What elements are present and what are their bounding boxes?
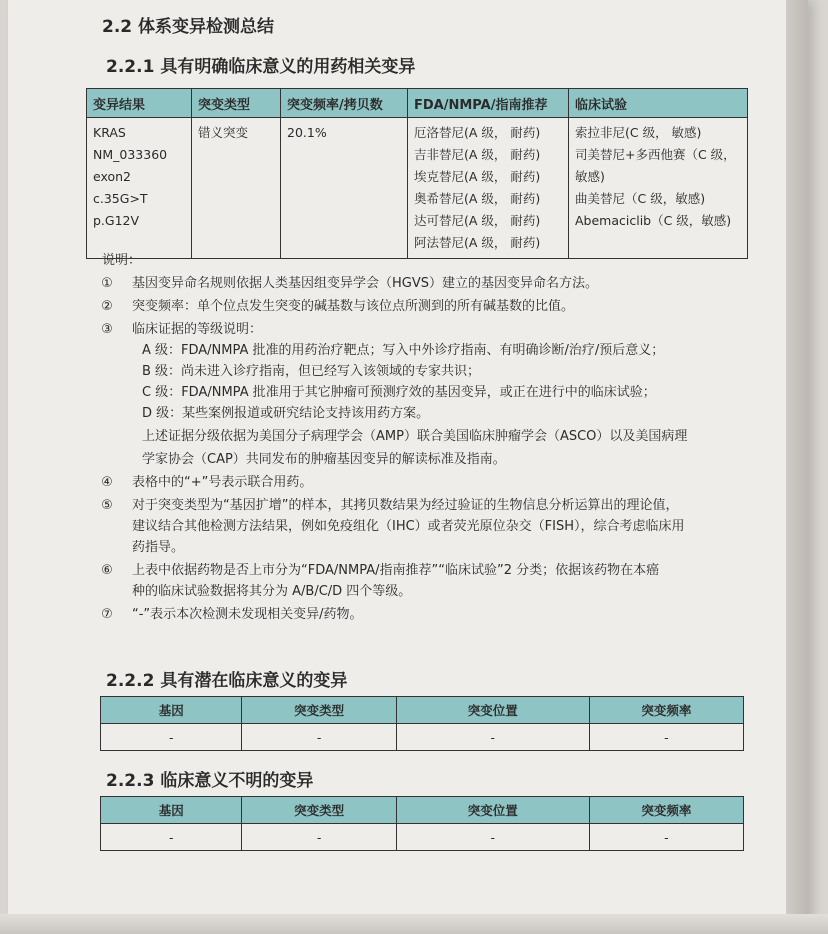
variant-exon: exon2 — [93, 169, 132, 184]
table-row — [101, 724, 744, 751]
col-header-gene: 基因 — [101, 797, 242, 824]
table-cell: - — [589, 724, 743, 751]
table-cell: - — [396, 724, 589, 751]
trial-drug: 曲美替尼（C 级，敏感) — [575, 191, 706, 206]
note-number: ③ — [101, 322, 113, 337]
fda-drug: 奥希替尼(A 级， 耐药) — [414, 191, 541, 206]
trial-drug: Abemaciclib（C 级，敏感) — [575, 213, 732, 228]
frequency-cell: 20.1% — [281, 118, 408, 259]
col-header-frequency: 突变频率/拷贝数 — [281, 89, 408, 118]
table-header-row — [87, 89, 748, 118]
col-header-type: 突变类型 — [192, 89, 281, 118]
table-row — [87, 118, 748, 259]
col-header-trials: 临床试验 — [569, 89, 748, 118]
page-edge — [786, 0, 808, 934]
table-cell: - — [101, 724, 242, 751]
variant-protein: p.G12V — [93, 213, 140, 228]
note-2 — [86, 296, 746, 317]
trial-drug: 敏感) — [575, 169, 605, 184]
potential-variants-table — [100, 696, 744, 751]
variant-cdna: c.35G>T — [93, 191, 148, 206]
note-7 — [86, 604, 746, 625]
col-header-type: 突变类型 — [242, 697, 396, 724]
note-number: ① — [101, 276, 113, 291]
note-number: ⑤ — [101, 498, 113, 513]
note-text-line: 上表中依据药物是否上市分为“FDA/NMPA/指南推荐”“临床试验”2 分类；依据该药物在本癌 — [132, 563, 660, 578]
table-header-row — [101, 797, 744, 824]
page-bottom-edge — [0, 914, 828, 934]
col-header-position: 突变位置 — [396, 797, 589, 824]
section-title: 2.2 体系变异检测总结 — [102, 17, 275, 37]
note-text: “-”表示本次检测未发现相关变异/药物。 — [132, 607, 363, 622]
trial-drug: 司美替尼+多西他赛（C 级， — [575, 147, 736, 162]
col-header-variant: 变异结果 — [87, 89, 192, 118]
note-6 — [86, 560, 746, 602]
fda-drug: 厄洛替尼(A 级， 耐药) — [414, 125, 541, 140]
note-4 — [86, 472, 746, 493]
note-5 — [86, 495, 746, 558]
note-1 — [86, 273, 746, 294]
note-text: 临床证据的等级说明： — [132, 322, 263, 337]
fda-drugs-cell — [408, 118, 569, 259]
note-number: ④ — [101, 475, 113, 490]
col-header-fda: FDA/NMPA/指南推荐 — [408, 89, 569, 118]
grade-d: D 级：某些案例报道或研究结论支持该用药方案。 — [142, 406, 430, 421]
table-row — [101, 824, 744, 851]
col-header-frequency: 突变频率 — [589, 797, 743, 824]
grade-c: C 级：FDA/NMPA 批准用于其它肿瘤可预测疗效的基因变异，或正在进行中的临床试验； — [142, 385, 656, 400]
table-cell: - — [101, 824, 242, 851]
fda-drug: 达可替尼(A 级， 耐药) — [414, 213, 541, 228]
note-number: ⑥ — [101, 563, 113, 578]
fda-drug: 阿法替尼(A 级， 耐药) — [414, 235, 541, 250]
col-header-position: 突变位置 — [396, 697, 589, 724]
note-text-line: 种的临床试验数据将其分为 A/B/C/D 四个等级。 — [132, 584, 412, 599]
col-header-gene: 基因 — [101, 697, 242, 724]
notes-title: 说明： — [102, 253, 142, 268]
fda-drug: 吉非替尼(A 级， 耐药) — [414, 147, 541, 162]
table-cell: - — [242, 724, 396, 751]
notes-section — [86, 250, 746, 625]
col-header-type: 突变类型 — [242, 797, 396, 824]
note-3 — [86, 319, 746, 340]
subsection-title-1: 2.2.1 具有明确临床意义的用药相关变异 — [106, 57, 416, 77]
grade-a: A 级：FDA/NMPA 批准的用药治疗靶点；写入中外诊疗指南、有明确诊断/治疗/预后意义； — [142, 343, 665, 358]
trial-drugs-cell — [569, 118, 748, 259]
subsection-title-2: 2.2.2 具有潜在临床意义的变异 — [106, 671, 348, 691]
actionable-variants-table — [86, 88, 748, 259]
trial-drug: 索拉非尼(C 级， 敏感) — [575, 125, 702, 140]
note-text-line: 药指导。 — [132, 540, 185, 555]
grade-b: B 级：尚未进入诊疗指南，但已经写入该领域的专家共识； — [142, 364, 481, 379]
table-cell: - — [242, 824, 396, 851]
note-text: 突变频率：单个位点发生突变的碱基数与该位点所测到的所有碱基数的比值。 — [132, 299, 575, 314]
table-cell: - — [589, 824, 743, 851]
document-page — [8, 0, 808, 934]
note-number: ② — [101, 299, 113, 314]
note-text: 基因变异命名规则依据人类基因组变异学会（HGVS）建立的基因变异命名方法。 — [132, 276, 598, 291]
fda-drug: 埃克替尼(A 级， 耐药) — [414, 169, 541, 184]
grade-footnote-line2: 学家协会（CAP）共同发布的肿瘤基因变异的解读标准及指南。 — [142, 452, 506, 467]
note-text-line: 对于突变类型为“基因扩增”的样本，其拷贝数结果为经过验证的生物信息分析运算出的理论值， — [132, 498, 679, 513]
col-header-frequency: 突变频率 — [589, 697, 743, 724]
mutation-type-cell: 错义突变 — [192, 118, 281, 259]
variant-transcript: NM_033360 — [93, 147, 168, 162]
note-text-line: 建议结合其他检测方法结果，例如免疫组化（IHC）或者荧光原位杂交（FISH），综合考虑临床用 — [132, 519, 685, 534]
vus-table — [100, 796, 744, 851]
variant-cell — [87, 118, 192, 259]
table-cell: - — [396, 824, 589, 851]
variant-gene: KRAS — [93, 125, 126, 140]
note-text: 表格中的“+”号表示联合用药。 — [132, 475, 313, 490]
grade-footnote-line1: 上述证据分级依据为美国分子病理学会（AMP）联合美国临床肿瘤学会（ASCO）以及美国病理 — [142, 429, 688, 444]
table-header-row — [101, 697, 744, 724]
note-number: ⑦ — [101, 607, 113, 622]
subsection-title-3: 2.2.3 临床意义不明的变异 — [106, 771, 314, 791]
